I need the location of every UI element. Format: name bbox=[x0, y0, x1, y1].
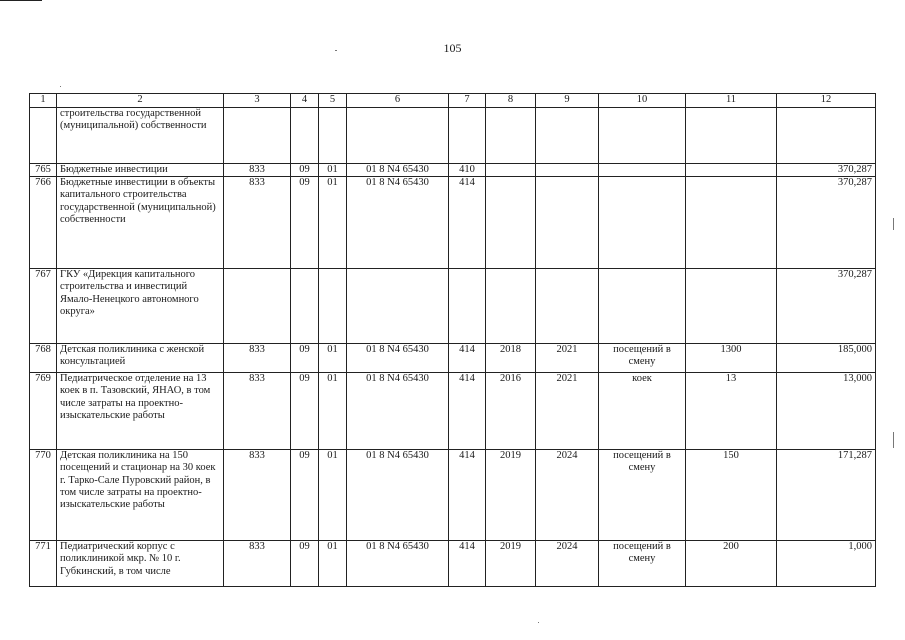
cell-col10: посещений в смену bbox=[599, 450, 686, 541]
column-header: 11 bbox=[686, 94, 777, 108]
cell-col7: 410 bbox=[449, 164, 486, 177]
scan-artifact bbox=[60, 86, 61, 87]
table-row bbox=[30, 164, 876, 177]
row-description: Детская поликлиника с женской консультацией bbox=[57, 344, 224, 373]
cell-col11 bbox=[686, 177, 777, 269]
row-description: Бюджетные инвестиции bbox=[57, 164, 224, 177]
column-header: 2 bbox=[57, 94, 224, 108]
row-number bbox=[30, 108, 57, 164]
cell-col11 bbox=[686, 108, 777, 164]
page-number: 105 bbox=[443, 41, 462, 55]
row-description: Педиатрический корпус с поликлиникой мкр. № 10 г. Губкинский, в том числе bbox=[57, 541, 224, 587]
row-description: ГКУ «Дирекция капитального строительства и инвестиций Ямало-Ненецкого автономного округа» bbox=[57, 269, 224, 344]
column-header: 12 bbox=[777, 94, 876, 108]
budget-table bbox=[29, 93, 876, 587]
cell-col6 bbox=[347, 269, 449, 344]
cell-col9 bbox=[536, 108, 599, 164]
cell-col6: 01 8 N4 65430 bbox=[347, 541, 449, 587]
cell-col9 bbox=[536, 164, 599, 177]
cell-col10 bbox=[599, 164, 686, 177]
cell-col5: 01 bbox=[319, 541, 347, 587]
table-row bbox=[30, 269, 876, 344]
row-number: 771 bbox=[30, 541, 57, 587]
cell-col12 bbox=[777, 108, 876, 164]
row-number: 765 bbox=[30, 164, 57, 177]
column-header: 10 bbox=[599, 94, 686, 108]
cell-col11 bbox=[686, 164, 777, 177]
table-row bbox=[30, 541, 876, 587]
cell-col11 bbox=[686, 269, 777, 344]
cell-col7: 414 bbox=[449, 344, 486, 373]
cell-col10 bbox=[599, 108, 686, 164]
cell-col12: 171,287 bbox=[777, 450, 876, 541]
cell-col7 bbox=[449, 269, 486, 344]
cell-col9 bbox=[536, 177, 599, 269]
cell-col8: 2018 bbox=[486, 344, 536, 373]
row-number: 769 bbox=[30, 373, 57, 450]
cell-col8 bbox=[486, 177, 536, 269]
cell-col3 bbox=[224, 108, 291, 164]
cell-col7: 414 bbox=[449, 373, 486, 450]
cell-col10 bbox=[599, 177, 686, 269]
cell-col4: 09 bbox=[291, 344, 319, 373]
cell-col5: 01 bbox=[319, 164, 347, 177]
table-header-row bbox=[30, 94, 876, 108]
cell-col9: 2021 bbox=[536, 344, 599, 373]
cell-col6 bbox=[347, 108, 449, 164]
column-header: 6 bbox=[347, 94, 449, 108]
table-row bbox=[30, 373, 876, 450]
scan-artifact bbox=[893, 432, 894, 448]
cell-col8 bbox=[486, 164, 536, 177]
cell-col3: 833 bbox=[224, 373, 291, 450]
cell-col8: 2019 bbox=[486, 541, 536, 587]
cell-col8: 2016 bbox=[486, 373, 536, 450]
cell-col3 bbox=[224, 269, 291, 344]
scan-corner-mark bbox=[0, 0, 42, 1]
cell-col4: 09 bbox=[291, 164, 319, 177]
cell-col3: 833 bbox=[224, 177, 291, 269]
cell-col10: посещений в смену bbox=[599, 541, 686, 587]
cell-col4: 09 bbox=[291, 541, 319, 587]
cell-col6: 01 8 N4 65430 bbox=[347, 164, 449, 177]
cell-col12: 13,000 bbox=[777, 373, 876, 450]
cell-col11: 13 bbox=[686, 373, 777, 450]
cell-col5: 01 bbox=[319, 344, 347, 373]
cell-col8: 2019 bbox=[486, 450, 536, 541]
cell-col11: 1300 bbox=[686, 344, 777, 373]
cell-col5 bbox=[319, 108, 347, 164]
cell-col9 bbox=[536, 269, 599, 344]
cell-col12: 370,287 bbox=[777, 164, 876, 177]
column-header: 9 bbox=[536, 94, 599, 108]
cell-col9: 2021 bbox=[536, 373, 599, 450]
table-row bbox=[30, 344, 876, 373]
cell-col7: 414 bbox=[449, 541, 486, 587]
cell-col8 bbox=[486, 269, 536, 344]
cell-col3: 833 bbox=[224, 164, 291, 177]
cell-col4: 09 bbox=[291, 177, 319, 269]
cell-col4: 09 bbox=[291, 450, 319, 541]
cell-col11: 200 bbox=[686, 541, 777, 587]
cell-col3: 833 bbox=[224, 344, 291, 373]
row-description: Бюджетные инвестиции в объекты капитального строительства государственной (муниципальной) собственности bbox=[57, 177, 224, 269]
row-number: 768 bbox=[30, 344, 57, 373]
cell-col5: 01 bbox=[319, 450, 347, 541]
column-header: 4 bbox=[291, 94, 319, 108]
cell-col12: 370,287 bbox=[777, 269, 876, 344]
row-description: Педиатрическое отделение на 13 коек в п. Тазовский, ЯНАО, в том числе затраты на проектно-изыскательские работы bbox=[57, 373, 224, 450]
cell-col12: 185,000 bbox=[777, 344, 876, 373]
cell-col9: 2024 bbox=[536, 450, 599, 541]
row-description: строительства государственной (муниципальной) собственности bbox=[57, 108, 224, 164]
cell-col7 bbox=[449, 108, 486, 164]
cell-col9: 2024 bbox=[536, 541, 599, 587]
cell-col11: 150 bbox=[686, 450, 777, 541]
column-header: 7 bbox=[449, 94, 486, 108]
row-number: 767 bbox=[30, 269, 57, 344]
row-number: 766 bbox=[30, 177, 57, 269]
cell-col7: 414 bbox=[449, 177, 486, 269]
cell-col4 bbox=[291, 269, 319, 344]
table-row bbox=[30, 450, 876, 541]
scan-artifact bbox=[893, 218, 894, 230]
column-header: 5 bbox=[319, 94, 347, 108]
cell-col3: 833 bbox=[224, 541, 291, 587]
cell-col3: 833 bbox=[224, 450, 291, 541]
cell-col7: 414 bbox=[449, 450, 486, 541]
cell-col12: 370,287 bbox=[777, 177, 876, 269]
column-header: 1 bbox=[30, 94, 57, 108]
table-row bbox=[30, 108, 876, 164]
cell-col10: посещений в смену bbox=[599, 344, 686, 373]
cell-col6: 01 8 N4 65430 bbox=[347, 177, 449, 269]
table-row bbox=[30, 177, 876, 269]
cell-col5: 01 bbox=[319, 177, 347, 269]
scan-artifact bbox=[538, 622, 539, 623]
cell-col6: 01 8 N4 65430 bbox=[347, 373, 449, 450]
cell-col5 bbox=[319, 269, 347, 344]
row-number: 770 bbox=[30, 450, 57, 541]
cell-col6: 01 8 N4 65430 bbox=[347, 344, 449, 373]
cell-col4 bbox=[291, 108, 319, 164]
cell-col10: коек bbox=[599, 373, 686, 450]
column-header: 8 bbox=[486, 94, 536, 108]
cell-col6: 01 8 N4 65430 bbox=[347, 450, 449, 541]
column-header: 3 bbox=[224, 94, 291, 108]
cell-col5: 01 bbox=[319, 373, 347, 450]
cell-col4: 09 bbox=[291, 373, 319, 450]
cell-col12: 1,000 bbox=[777, 541, 876, 587]
cell-col10 bbox=[599, 269, 686, 344]
cell-col8 bbox=[486, 108, 536, 164]
row-description: Детская поликлиника на 150 посещений и стационар на 30 коек г. Тарко-Сале Пуровский район, в том числе затраты на проектно-изыскательские работы bbox=[57, 450, 224, 541]
